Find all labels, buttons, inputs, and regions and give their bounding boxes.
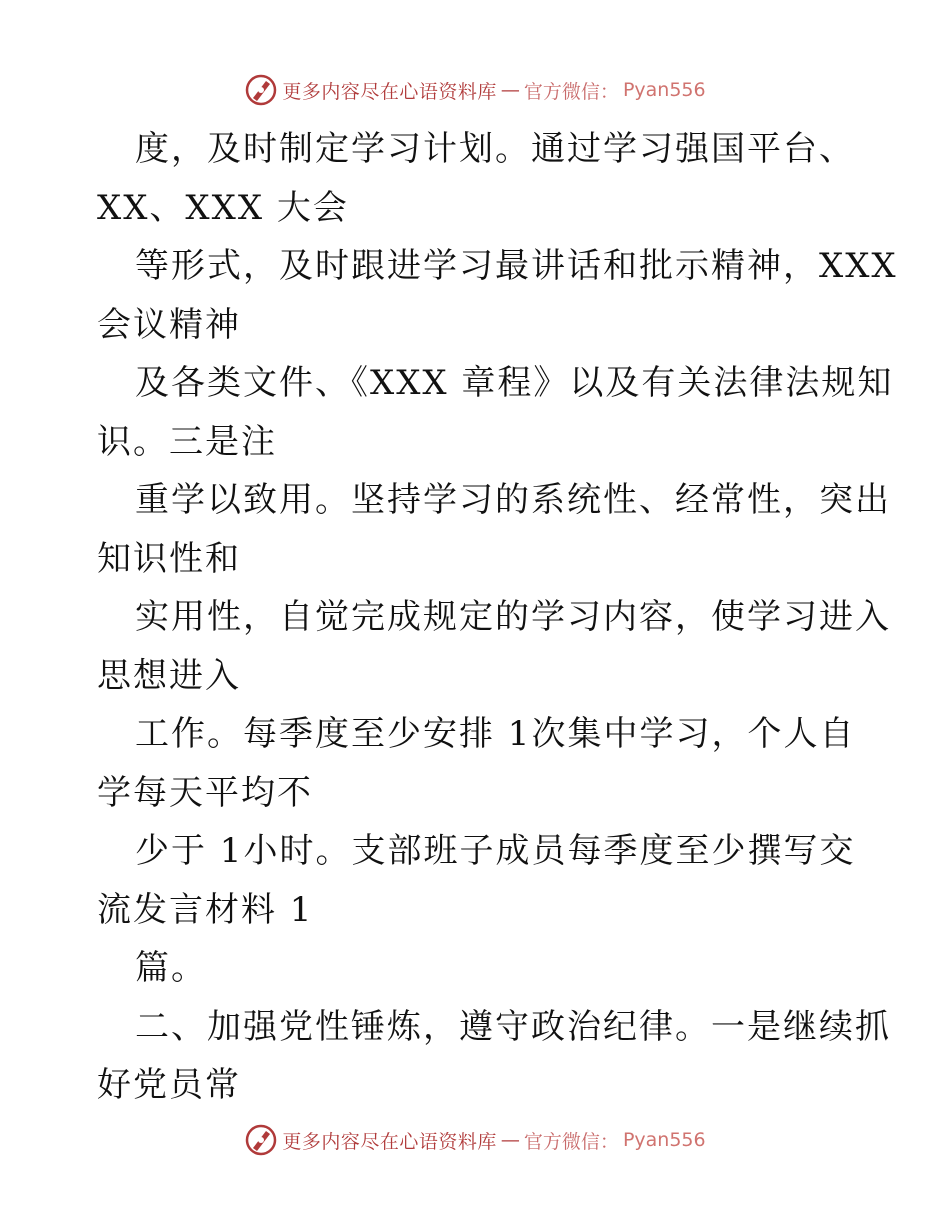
text-line: 流发言材料 1 [97, 889, 314, 930]
brand-text: 更多内容尽在心语资料库 [282, 1130, 497, 1153]
text-line: 思想进入 [97, 655, 241, 696]
text-line: 工作。每季度至少安排 1次集中学习，个人自 [135, 714, 856, 754]
text-line: 度，及时制定学习计划。通过学习强国平台、 [135, 129, 855, 169]
text-line: 识。三是注 [97, 421, 277, 462]
banner-separator: — [500, 1129, 520, 1151]
text-line: 知识性和 [97, 538, 241, 579]
text-line: 等形式，及时跟进学习最讲话和批示精神，XXX [135, 246, 898, 286]
footer-banner [0, 1120, 950, 1160]
banner-separator: — [500, 79, 520, 101]
text-line: 及各类文件、《XXX 章程》以及有关法律法规知 [135, 363, 894, 403]
document-body [97, 120, 898, 1115]
wechat-label: 官方微信： [523, 80, 619, 103]
wechat-id: Pyan556 [622, 79, 706, 101]
header-banner [0, 70, 950, 110]
text-line: 会议精神 [97, 304, 241, 345]
brand-text: 更多内容尽在心语资料库 [282, 80, 497, 103]
pen-circle-logo-icon [244, 73, 278, 107]
text-line: 少于 1小时。支部班子成员每季度至少撰写交 [135, 831, 856, 871]
wechat-label: 官方微信： [523, 1130, 619, 1153]
text-line: 二、加强党性锤炼，遵守政治纪律。一是继续抓 [135, 1006, 891, 1047]
text-line: 学每天平均不 [97, 772, 313, 813]
wechat-id: Pyan556 [622, 1129, 706, 1151]
text-line: XX、XXX 大会 [97, 187, 349, 228]
pen-circle-logo-icon [244, 1123, 278, 1157]
text-line: 实用性，自觉完成规定的学习内容，使学习进入 [135, 597, 891, 637]
text-line: 篇。 [135, 948, 207, 988]
text-line: 重学以致用。坚持学习的系统性、经常性，突出 [135, 480, 891, 520]
text-line: 好党员常 [97, 1065, 241, 1105]
